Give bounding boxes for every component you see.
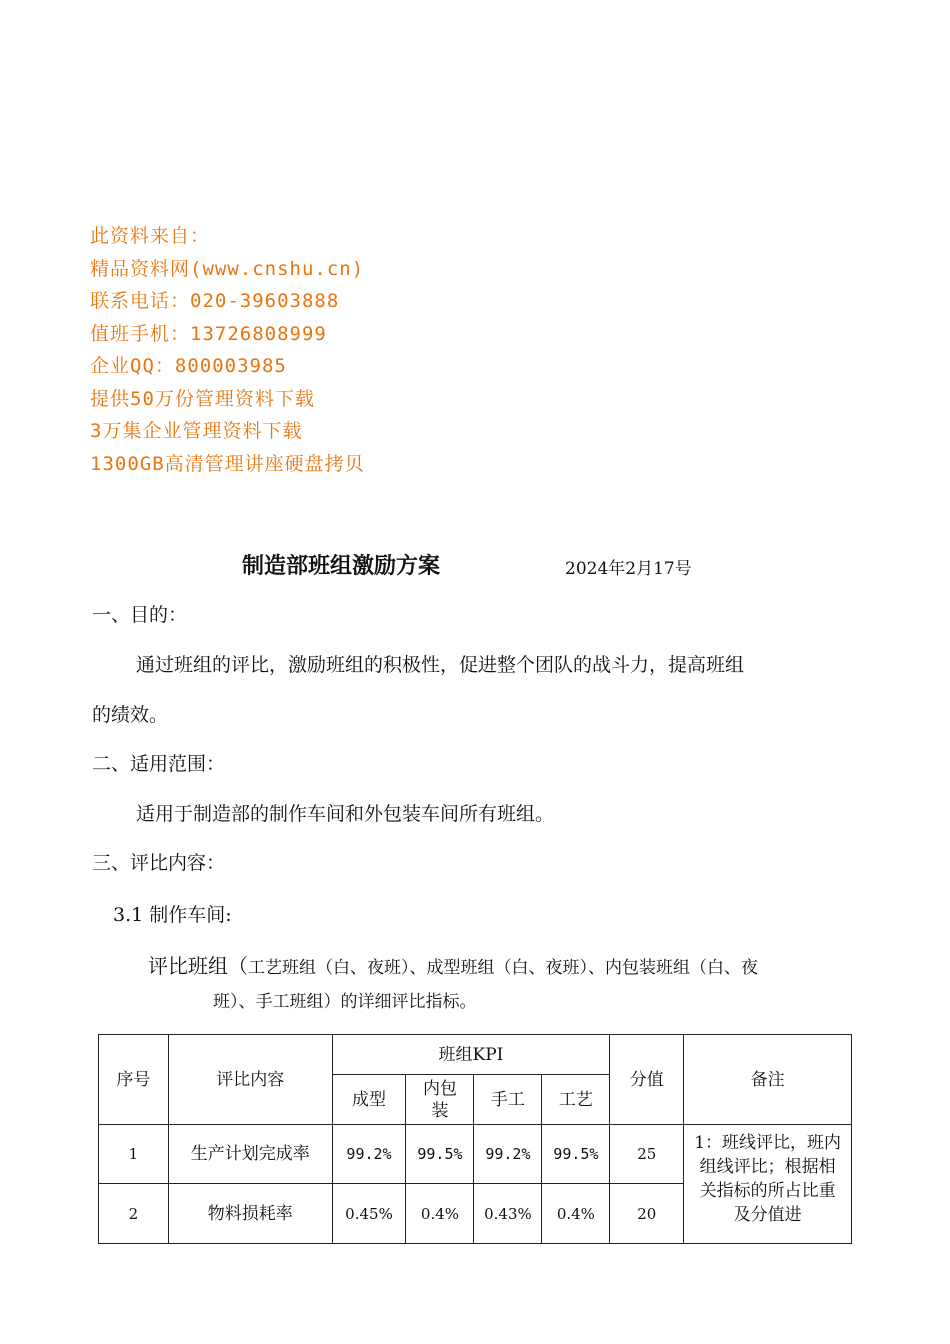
section-1-heading: 一、目的： bbox=[92, 604, 188, 626]
source-info-block bbox=[90, 220, 365, 480]
row-score: 25 bbox=[610, 1125, 684, 1184]
source-line: 企业QQ：800003985 bbox=[90, 355, 287, 377]
row-score: 20 bbox=[610, 1184, 684, 1244]
source-line: 提供50万份管理资料下载 bbox=[90, 387, 315, 410]
header-seq: 序号 bbox=[99, 1035, 169, 1125]
row-value: 99.2% bbox=[332, 1125, 406, 1184]
header-sub-neibaozhuang: 内包装 bbox=[406, 1075, 474, 1125]
section-2-heading: 二、适用范围： bbox=[92, 753, 226, 775]
header-content: 评比内容 bbox=[168, 1035, 332, 1125]
source-line: 此资料来自： bbox=[90, 225, 211, 247]
document-date: 2024年2月17号 bbox=[565, 559, 692, 579]
row-value: 0.4% bbox=[542, 1184, 610, 1244]
source-line: 3万集企业管理资料下载 bbox=[90, 420, 303, 442]
section-1-body-cont: 的绩效。 bbox=[92, 704, 169, 726]
section-3-1-heading: 3.1 制作车间: bbox=[113, 904, 232, 926]
row-seq: 1 bbox=[99, 1125, 169, 1184]
row-value: 99.5% bbox=[542, 1125, 610, 1184]
section-1-body: 通过班组的评比，激励班组的积极性，促进整个团队的战斗力，提高班组 bbox=[136, 654, 745, 676]
header-note: 备注 bbox=[684, 1035, 852, 1125]
row-value: 0.45% bbox=[332, 1184, 406, 1244]
header-sub-shougong: 手工 bbox=[474, 1075, 542, 1125]
source-line: 联系电话：020-39603888 bbox=[90, 290, 340, 312]
section-3-heading: 三、评比内容： bbox=[92, 852, 226, 874]
intro-lead: 评比班组（ bbox=[148, 954, 248, 978]
row-content: 生产计划完成率 bbox=[168, 1125, 332, 1184]
section-3-1-intro bbox=[148, 950, 758, 979]
header-kpi: 班组KPI bbox=[332, 1035, 610, 1075]
section-2-body: 适用于制造部的制作车间和外包装车间所有班组。 bbox=[136, 803, 555, 825]
row-value: 99.2% bbox=[474, 1125, 542, 1184]
header-score: 分值 bbox=[610, 1035, 684, 1125]
row-value: 99.5% bbox=[406, 1125, 474, 1184]
row-content: 物料损耗率 bbox=[168, 1184, 332, 1244]
document-title: 制造部班组激励方案 bbox=[242, 554, 441, 579]
source-line: 精品资料网(www.cnshu.cn) bbox=[90, 257, 365, 280]
section-3-1-intro-cont: 班）、手工班组）的详细评比指标。 bbox=[213, 992, 477, 1012]
kpi-table bbox=[98, 1034, 852, 1244]
source-line: 1300GB高清管理讲座硬盘拷贝 bbox=[90, 452, 365, 475]
row-seq: 2 bbox=[99, 1184, 169, 1244]
intro-rest: 工艺班组（白、夜班）、成型班组（白、夜班）、内包装班组（白、夜 bbox=[248, 958, 758, 978]
note-cell: 1：班线评比，班内组线评比；根据相关指标的所占比重及分值进 bbox=[684, 1125, 852, 1244]
row-value: 0.4% bbox=[406, 1184, 474, 1244]
header-sub-gongyi: 工艺 bbox=[542, 1075, 610, 1125]
row-value: 0.43% bbox=[474, 1184, 542, 1244]
source-line: 值班手机：13726808999 bbox=[90, 322, 327, 345]
table-row bbox=[99, 1125, 852, 1184]
header-sub-chengxing: 成型 bbox=[332, 1075, 406, 1125]
